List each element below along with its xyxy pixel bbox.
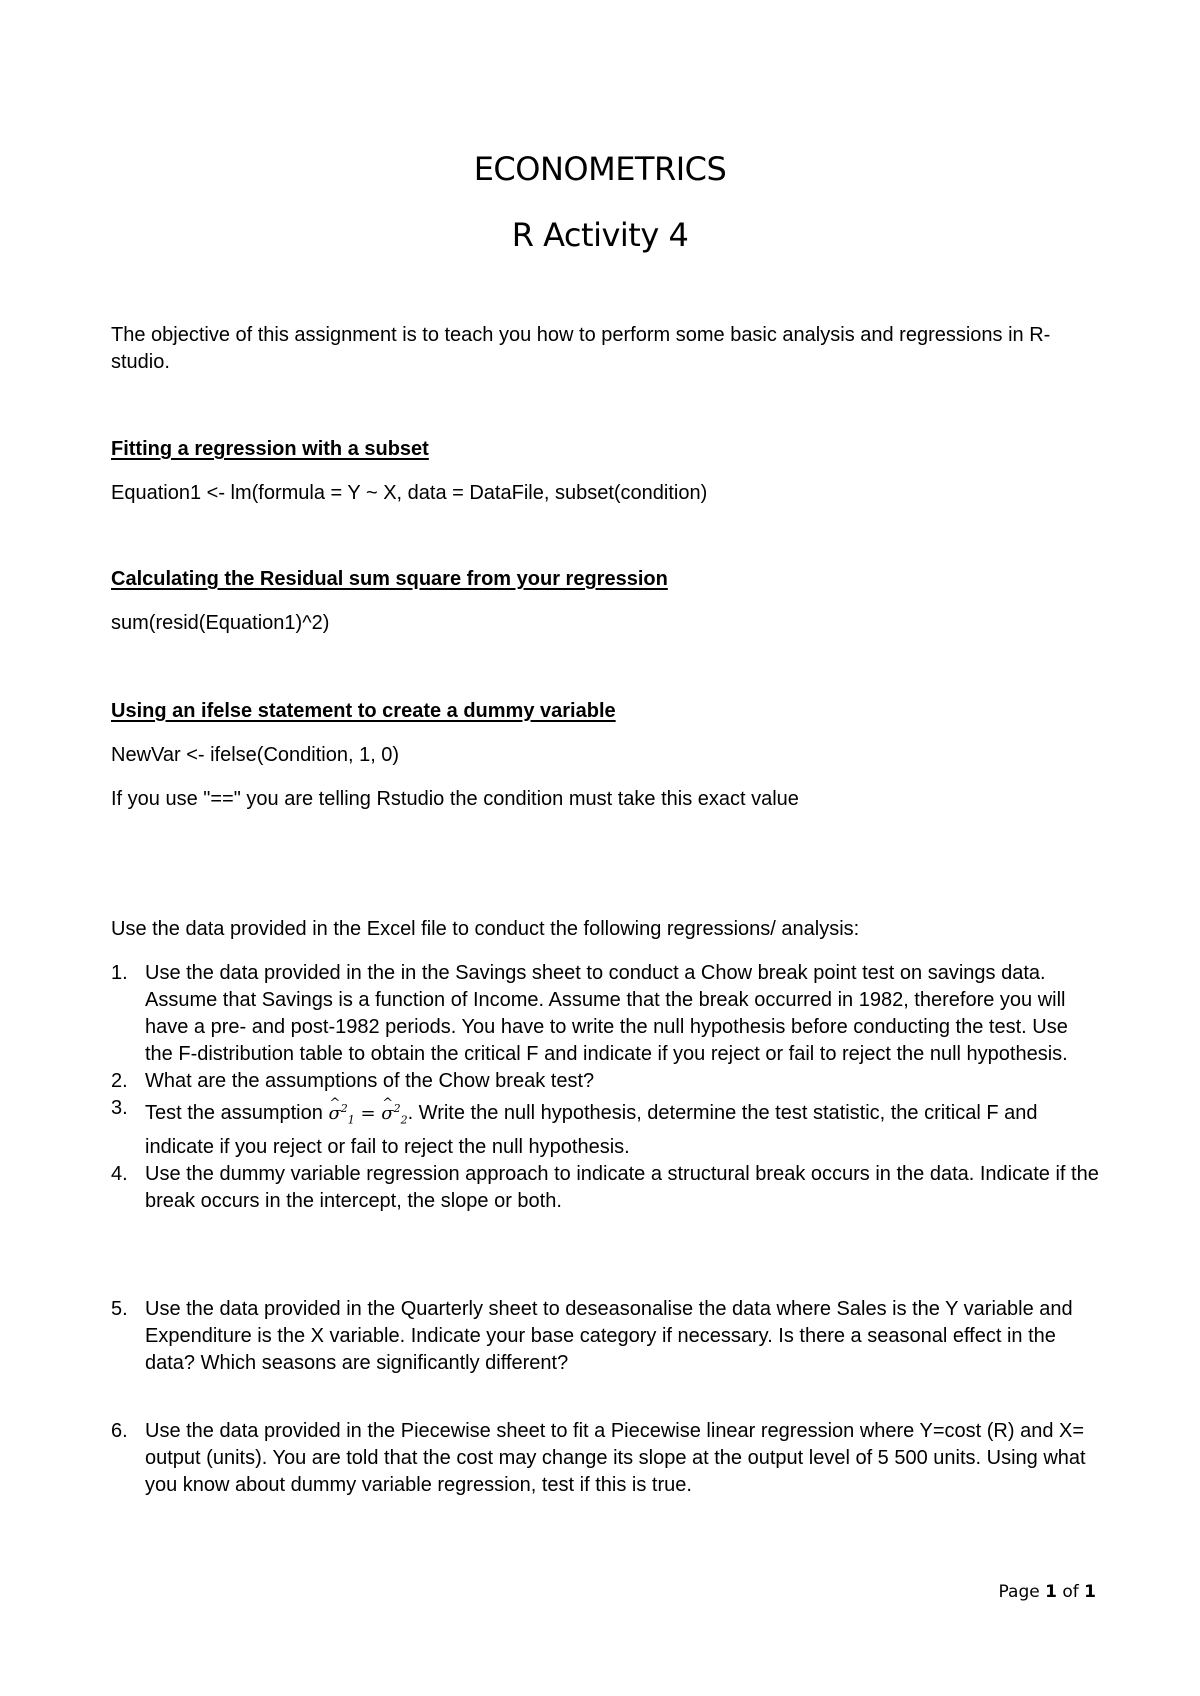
sigma-hat-2: ^ σ (381, 1100, 393, 1127)
code-line-ifelse: NewVar <- ifelse(Condition, 1, 0) (111, 744, 400, 766)
list-item-number: 3. (111, 1097, 128, 1119)
code-line-rss: sum(resid(Equation1)^2) (111, 612, 330, 634)
list-item-number: 1. (111, 962, 128, 984)
list-item-number: 6. (111, 1420, 128, 1442)
list-item (111, 960, 1101, 1068)
list-item-number: 5. (111, 1298, 128, 1320)
intro-paragraph: The objective of this assignment is to teach you how to perform some basic analysis and regressions in R-studio. (111, 324, 1051, 373)
list-item (111, 1296, 1101, 1377)
list-item-text: Use the data provided in the Quarterly sheet to deseasonalise the data where Sales is the Y variable and Expenditure is the X variable. Indicate your base category if necessary. Is there a seasonal effect in the data? Which seasons are significantly different? (145, 1298, 1073, 1374)
task-list-c (111, 1418, 1101, 1499)
note-equality: If you use "==" you are telling Rstudio the condition must take this exact value (111, 788, 799, 810)
list-item-number: 4. (111, 1162, 128, 1185)
equals-sign: = (354, 1103, 382, 1124)
task-list-a (111, 960, 1101, 1215)
code-line-lm: Equation1 <- lm(formula = Y ~ X, data = DataFile, subset(condition) (111, 482, 708, 504)
section-heading-rss: Calculating the Residual sum square from your regression (111, 568, 668, 590)
list-item-text-after: . Write the null hypothesis, determine the test statistic, the critical F and indicate if you reject or fail to reject the null hypothesis. (145, 1102, 1038, 1158)
document-title: ECONOMETRICS (473, 150, 727, 188)
sub-2: 2 (400, 1113, 408, 1127)
section-heading-ifelse: Using an ifelse statement to create a dummy variable (111, 700, 616, 722)
list-item (111, 1418, 1101, 1499)
sup-2b: 2 (393, 1102, 401, 1115)
list-item-text: Use the data provided in the in the Savings sheet to conduct a Chow break point test on savings data. Assume that Savings is a function of Income. Assume that the break occurred in 1982, therefore you will have a pre- and post-1982 periods. You have to write the null hypothesis before conducting the test. Use the F-distribution table to obtain the critical F and indicate if you reject or fail to reject the null hypothesis. (145, 962, 1068, 1065)
section-heading-subset: Fitting a regression with a subset (111, 438, 429, 460)
of-word: of (1062, 1582, 1079, 1602)
list-item-text: What are the assumptions of the Chow break test? (145, 1070, 595, 1092)
sub-1: 1 (347, 1113, 355, 1127)
list-item (111, 1095, 1101, 1161)
list-item-number: 2. (111, 1070, 128, 1092)
list-item (111, 1161, 1101, 1215)
list-item (111, 1068, 1101, 1095)
sigma-hat-1: ^ σ (328, 1100, 340, 1127)
tasks-intro: Use the data provided in the Excel file to conduct the following regressions/ analysis: (111, 918, 860, 940)
page-total: 1 (1084, 1582, 1096, 1602)
list-item-text: Use the dummy variable regression approach to indicate a structural break occurs in the data. Indicate if the break occurs in the intercept, the slope or both. (145, 1162, 1099, 1212)
page-word: Page (998, 1582, 1040, 1602)
page-current: 1 (1045, 1582, 1057, 1602)
list-item-text: Use the data provided in the Piecewise sheet to fit a Piecewise linear regression where Y=cost (R) and X= output (units). You are told that the cost may change its slope at the output level of 5 500 units. Using what you know about dummy variable regression, test if this is true. (145, 1420, 1086, 1496)
variance-equation (328, 1102, 408, 1127)
sup-2a: 2 (340, 1102, 348, 1115)
page-number (999, 1582, 1096, 1602)
task-list-b (111, 1296, 1101, 1377)
list-item-text-before: Test the assumption (145, 1102, 329, 1124)
document-subtitle: R Activity 4 (511, 216, 689, 254)
